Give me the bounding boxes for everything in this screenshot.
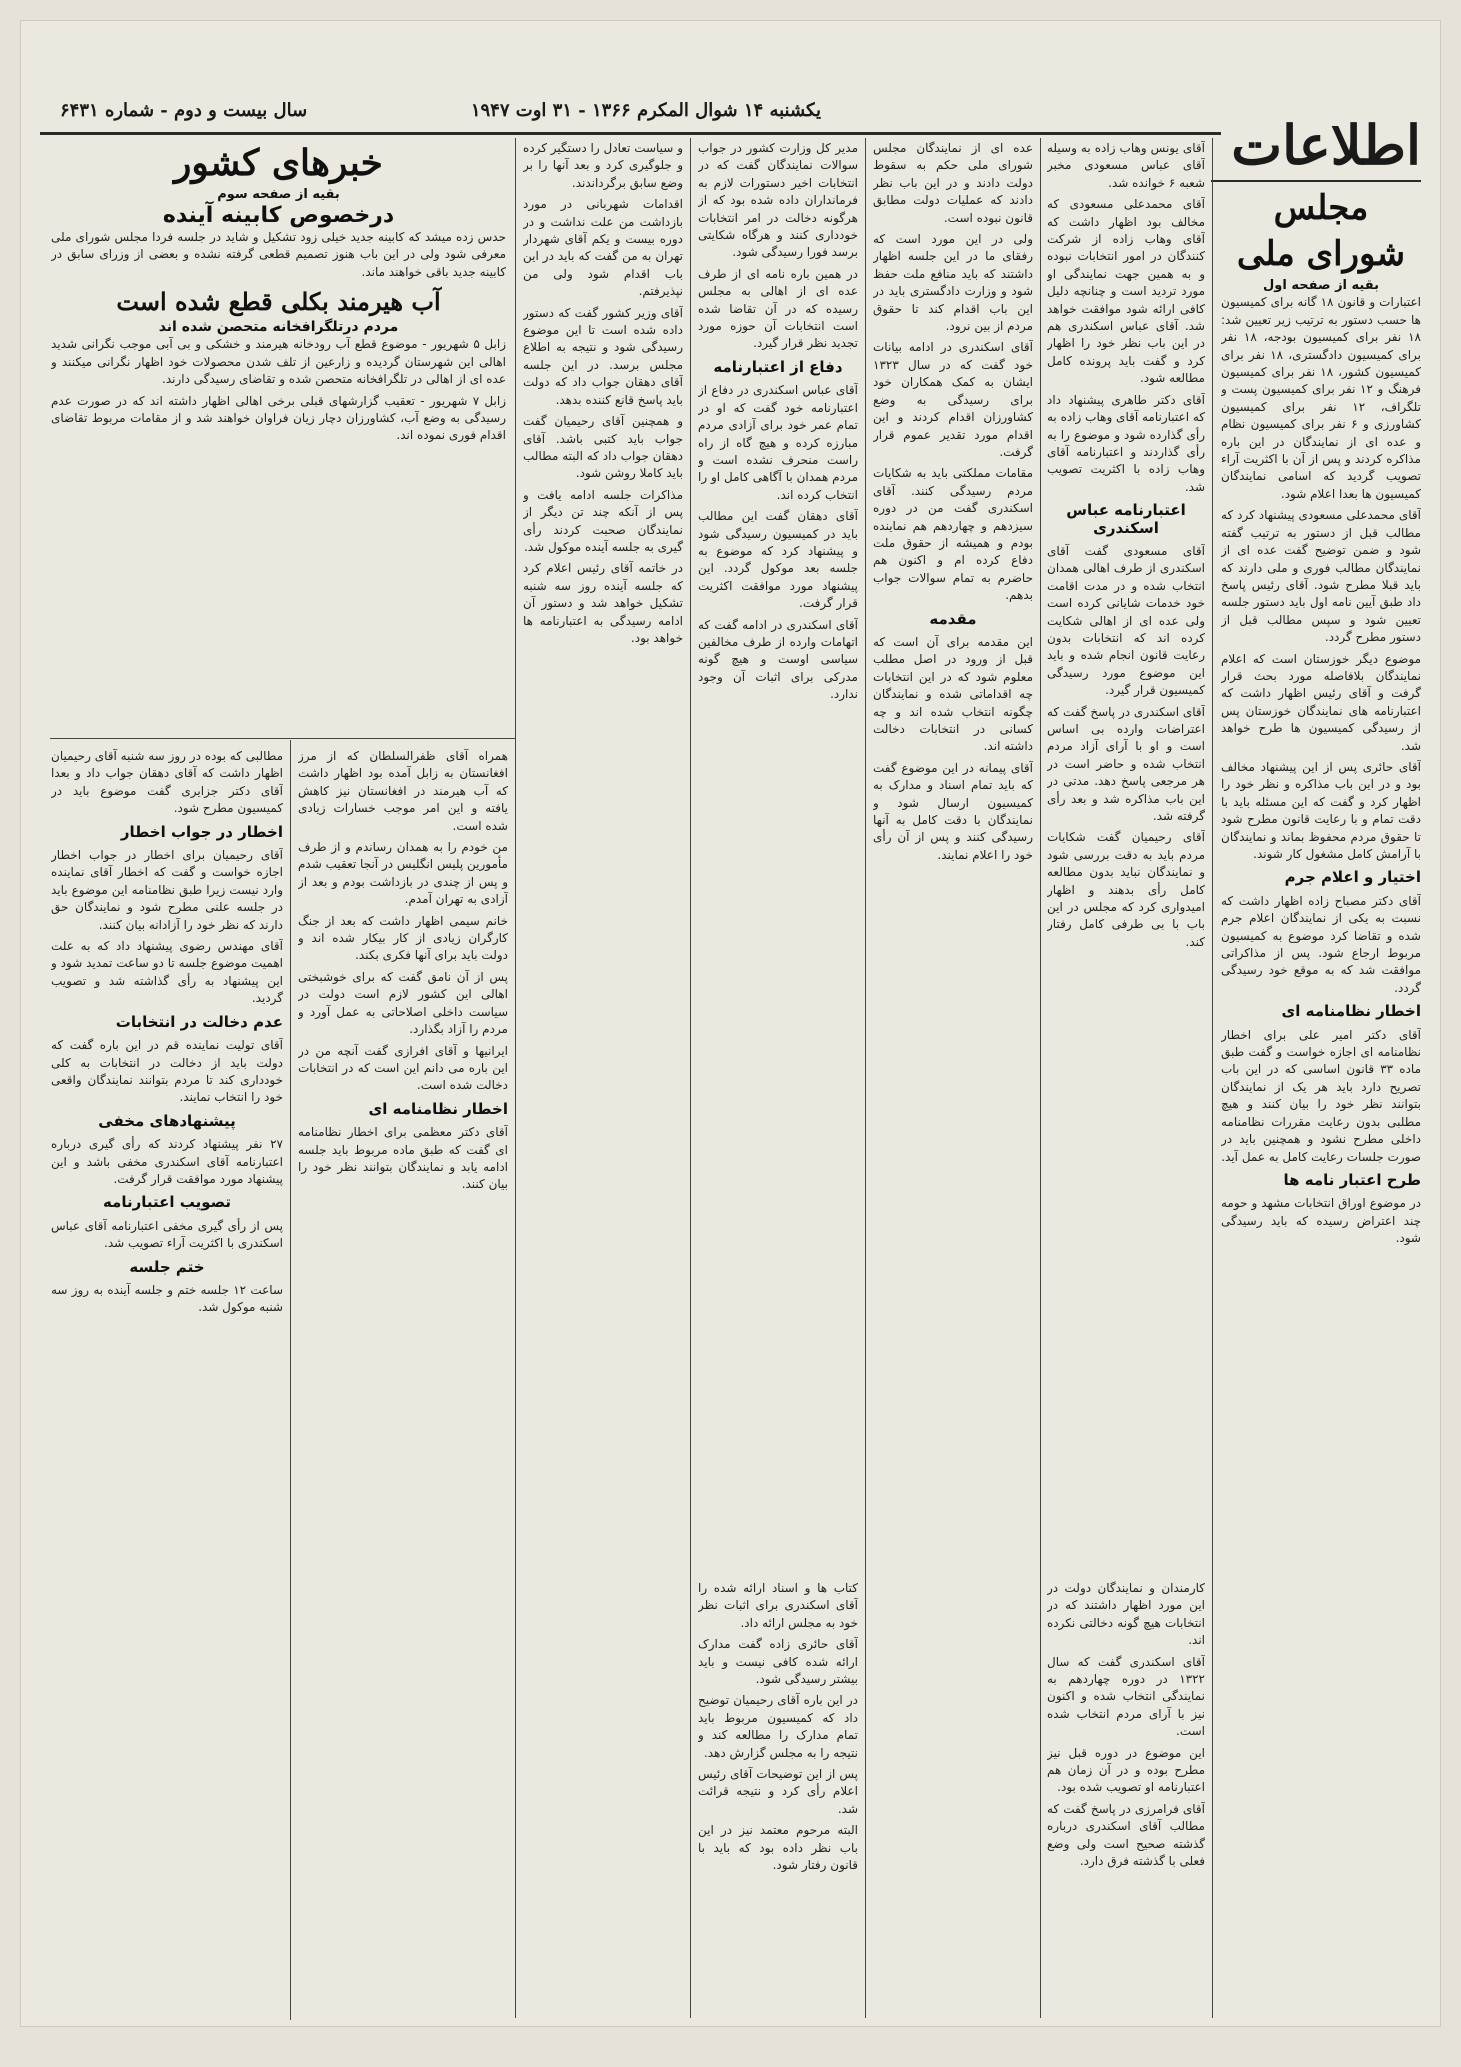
article-paragraph: و همچنین آقای رحیمیان گفت جواب باید کتبی باشد. آقای دهقان جواب داد که البته مطالب باید کاملا روشن شود.: [523, 414, 683, 481]
article-paragraph: این مقدمه برای آن است که قبل از ورود در اصل مطلب معلوم شود که در این انتخابات چه اقداماتی شده و نمایندگان چگونه انتخاب شده اند و چه کسانی در انتخابات دخالت داشته اند.: [873, 634, 1033, 754]
column-10: [698, 1580, 858, 2010]
section-heading: پیشنهادهای مخفی: [98, 1111, 236, 1130]
article-paragraph: و سیاست تعادل را دستگیر کرده و جلوگیری کرد و بعد آنها را بر وضع سابق برگرداندند.: [523, 141, 683, 190]
section-heading: عدم دخالت در انتخابات: [115, 1012, 283, 1031]
column-divider: [290, 740, 291, 2020]
article-paragraph: آقای مسعودی گفت آقای اسکندری از طرف اهالی همدان انتخاب شده و در مدت اقامت خود خدمات شایانی کرده است ولی عده ای از اهالی شکایت کرده اند که انتخابات بدون رعایت قانون انجام شده و باید این موضوع مورد رسیدگی کمیسیون قرار گیرد.: [1047, 543, 1205, 698]
article-paragraph: موضوع دیگر خوزستان است که اعلام نمایندگان بلافاصله مورد بحث قرار گرفت و آقای رئیس اظهار داشت که اعتبارنامه های نمایندگان خوزستان پس از رسیدگی کمیسیون ها طرح خواهد شد.: [1221, 651, 1421, 753]
column-8: [298, 748, 508, 2013]
article-paragraph: آقای مهندس رضوی پیشنهاد داد که به علت اهمیت موضوع جلسه تا دو ساعت تمدید شود و این پیشنهاد به رأی گذاشته شد و تصویب گردید.: [51, 939, 283, 1006]
article-paragraph: من خودم را به همدان رساندم و از طرف مأمورین پلیس انگلیس در آنجا تعقیب شدم و پس از چندی در بازداشت بودم و بعد از آزادی به تهران آمدم.: [298, 840, 508, 907]
article-paragraph: مطالبی که بوده در روز سه شنبه آقای رحیمیان اظهار داشت که آقای دهقان جواب داد و بعدا آقای دکتر جزایری گفت موضوع باید در کمیسیون مطرح شود.: [51, 749, 283, 816]
article-paragraph: آقای اسکندری در ادامه بیانات خود گفت که در سال ۱۳۲۳ ایشان به کمک همکاران خود برای رسیدگی به وضع کشاورزان اقدام کردند و این اقدام مورد تقدیر عموم قرار گرفت.: [873, 340, 1033, 459]
article-paragraph: پس از این توضیحات آقای رئیس اعلام رأی کرد و نتیجه قرائت شد.: [698, 1767, 858, 1816]
news-headline-2: آب هیرمند بکلی قطع شده است: [116, 287, 441, 317]
article-paragraph: آقای حائری زاده گفت مدارک ارائه شده کافی نیست و باید بیشتر رسیدگی شود.: [698, 1637, 858, 1687]
column-divider: [1212, 138, 1213, 2018]
article-paragraph: این موضوع در دوره قبل نیز مطرح بوده و در آن زمان هم اعتبارنامه او تصویب شده بود.: [1047, 1745, 1205, 1795]
article-paragraph: خانم سیمی اظهار داشت که بعد از جنگ کارگران زیادی از کار بیکار شده اند و دولت باید برای آنها فکری بکند.: [298, 913, 508, 963]
article-paragraph: پس از آن نامق گفت که برای خوشبختی اهالی این کشور لازم است دولت در سیاست داخلی اصلاحاتی به عمل آورد و مردم را آزاد بگذارد.: [298, 969, 508, 1037]
article-paragraph: پس از رأی گیری مخفی اعتبارنامه آقای عباس اسکندری با اکثریت آراء تصویب شد.: [51, 1218, 283, 1251]
news-subline: بقیه از صفحه سوم: [217, 187, 340, 202]
article-paragraph: آقای رحیمیان گفت شکایات مردم باید به دقت بررسی شود و نمایندگان نباید بدون مطالعه کامل رأی بدهند و اظهار امیدواری کرد که مجلس در این باب با بی طرفی کامل رفتار کند.: [1047, 830, 1205, 949]
article-headline: مجلس شورای ملی: [1236, 188, 1406, 274]
article-paragraph: در این باره آقای رحیمیان توضیح داد که کمیسیون مربوط باید تمام مدارک را مطالعه کند و نتیجه را به مجلس گزارش دهد.: [698, 1693, 858, 1760]
article-paragraph: آقای تولیت نماینده قم در این باره گفت که دولت باید از دخالت در انتخابات به کلی خودداری کند تا مردم بتوانند نمایندگان واقعی خود را انتخاب نمایند.: [51, 1038, 283, 1105]
section-heading: ختم جلسه: [129, 1257, 205, 1276]
section-heading: دفاع از اعتبارنامه: [713, 357, 843, 376]
article-paragraph: کارمندان و نمایندگان دولت در این مورد اظهار داشتند که در انتخابات هیچ گونه دخالتی نکرده اند.: [1047, 1581, 1205, 1648]
page-header: [60, 90, 1381, 130]
article-paragraph: حدس زده میشد که کابینه جدید خیلی زود تشکیل و شاید در جلسه فردا مجلس شورای ملی معرفی شود ولی در این باب هنوز تصمیم قطعی گرفته نشده و بعضی از وزرای سابق در کابینه جدید باقی خواهند ماند.: [51, 229, 506, 279]
news-subheading: درخصوص کابینه آینده: [162, 203, 395, 229]
article-paragraph: آقای فرامرزی در پاسخ گفت که مطالب آقای اسکندری درباره گذشته صحیح است ولی وضع فعلی با گذشته فرق دارد.: [1047, 1801, 1205, 1869]
article-paragraph: زابل ۵ شهریور - موضوع قطع آب رودخانه هیرمند و خشکی و بی آبی موجب نگرانی شدید اهالی این شهرستان گردیده و زارعین از تلف شدن محصولات خود اظهار نگرانی میکنند و عده ای از اهالی در تلگرافخانه متحصن شده و تقاضای رسیدگی دارند.: [51, 337, 506, 387]
article-paragraph: آقای دکتر امیر علی برای اخطار نظامنامه ای اجازه خواست و گفت طبق ماده ۳۳ قانون اساسی که در این باب تصریح دارد باید هر یک از نمایندگان بتوانند نظر خود را بیان کنند و هیچ مطلبی بدون رعایت مقررات نظامنامه داخلی مطرح نشود و همچنین باید در صورت جلسات رعایت کامل به عمل آید.: [1221, 1027, 1421, 1164]
section-heading: اخطار نظامنامه ای: [368, 1099, 508, 1118]
column-divider: [690, 138, 691, 2018]
article-paragraph: آقای اسکندری در ادامه گفت که اتهامات وارده از طرف مخالفین سیاسی اوست و هیچ گونه مدرکی برای اثبات آن وجود ندارد.: [698, 617, 858, 702]
issue-date: یکشنبه ۱۴ شوال المکرم ۱۳۶۶ - ۳۱ اوت ۱۹۴۷: [470, 99, 821, 121]
article-paragraph: مدیر کل وزارت کشور در جواب سوالات نمایندگان گفت که در انتخابات اخیر دستورات لازم به فرمانداران داده شده بود که از هرگونه دخالت در امر انتخابات خودداری کنند و هرگاه شکایتی برسد فورا رسیدگی شود.: [698, 141, 858, 260]
issue-number: سال بیست و دوم - شماره ۶۴۳۱: [60, 99, 308, 121]
article-paragraph: آقای اسکندری در پاسخ گفت که اعتراضات وارده بی اساس است و او با آرای آزاد مردم انتخاب شده و حاضر است در هر مرجعی پاسخ دهد. مدتی در این باب مذاکره شد و بعد رأی گرفته شد.: [1047, 704, 1205, 824]
article-paragraph: در موضوع اوراق انتخابات مشهد و حومه چند اعتراض رسیده که باید رسیدگی شود.: [1221, 1196, 1421, 1246]
section-heading: تصویب اعتبارنامه: [102, 1193, 232, 1212]
section-heading: اعتبارنامه عباس اسکندری: [1066, 501, 1186, 537]
section-heading: اخطار در جواب اخطار: [120, 822, 283, 841]
article-paragraph: زابل ۷ شهریور - تعقیب گزارشهای قبلی برخی اهالی اظهار داشته اند که در صورت عدم رسیدگی به وضع آب، کشاورزان دچار زیان فراوان خواهند شد و از مقامات مربوط تقاضای اقدام فوری نموده اند.: [51, 393, 506, 443]
column-3: [873, 140, 1033, 2015]
article-paragraph: آقای وزیر کشور گفت که دستور داده شده است تا این موضوع رسیدگی شود و نتیجه به اطلاع مجلس برسد. در این جلسه آقای دهقان جواب داد که دولت باید پاسخ قانع کننده بدهد.: [523, 305, 683, 407]
article-paragraph: آقای دکتر معظمی برای اخطار نظامنامه ای گفت که طبق ماده مربوط باید جلسه ادامه یابد و نمایندگان بتوانند نظر خود را بیان کنند.: [298, 1125, 508, 1192]
article-paragraph: آقای حائری پس از این پیشنهاد مخالف بود و در این باب مذاکره و نظر خود را اظهار کرد و گفت که این مسئله باید با دقت تمام و با رعایت قانون مطرح شود تا حقوق مردم محفوظ بماند و نمایندگان با آرامش کامل مشغول کار شوند.: [1221, 759, 1421, 861]
column-divider: [1040, 138, 1041, 2018]
article-paragraph: مقامات مملکتی باید به شکایات مردم رسیدگی کنند. آقای اسکندری گفت من در دوره سیزدهم و چهاردهم هم نماینده بودم و همیشه از حقوق ملت دفاع کرده ام و اکنون هم حاضرم به تمام سوالات جواب بدهم.: [873, 466, 1033, 603]
article-paragraph: اعتبارات و قانون ۱۸ گانه برای کمیسیون ها حسب دستور به ترتیب زیر تعیین شد: ۱۸ نفر برای کمیسیون بودجه، ۱۸ نفر برای کمیسیون دادگستری، ۱۸ نفر برای کمیسیون کشور، ۱۸ نفر برای کمیسیون فرهنگ و ۱۲ نفر برای کمیسیون پست و تلگراف، ۱۲ نفر برای کمیسیون کشاورزی و ۶ نفر برای کمیسیون نظام و عده ای از نمایندگان در این باره مذاکره کردند و پس از آن با اکثریت آراء تصویب گردید که اسامی نمایندگان کمیسیون ها بعدا اعلام شود.: [1221, 295, 1421, 501]
column-5: [523, 140, 683, 2015]
column-1: [1221, 185, 1421, 2015]
article-paragraph: همراه آقای ظفرالسلطان که از مرز افغانستان به زابل آمده بود اظهار داشت که آب هیرمند در افغانستان نیز کاهش یافته و این امر موجب خسارات زیادی شده است.: [298, 749, 508, 833]
column-6: [51, 140, 506, 732]
article-paragraph: ۲۷ نفر پیشنهاد کردند که رأی گیری درباره اعتبارنامه آقای اسکندری مخفی باشد و این پیشنهاد مورد موافقت قرار گرفت.: [51, 1137, 283, 1186]
column-7: [51, 748, 283, 2013]
article-paragraph: آقای محمدعلی مسعودی پیشنهاد کرد که مطالب قبل از دستور به ترتیب گفته شود و ضمن توضیح گفت عده ای از نمایندگان مطالب فوری و ملی دارند که باید قبلا مطرح شود. آقای رئیس پاسخ داد طبق آیین نامه اول باید دستور جلسه تعیین شود و سپس مطالب قبل از دستور مطرح گردد.: [1221, 508, 1421, 645]
article-paragraph: البته مرحوم معتمد نیز در این باب نظر داده بود که باید با قانون رفتار شود.: [698, 1823, 858, 1873]
article-subline: بقیه از صفحه اول: [1263, 278, 1379, 293]
article-paragraph: عده ای از نمایندگان مجلس شورای ملی حکم به سقوط دولت دادند و در این باب نظر دادند که عملیات دولت مطابق قانون نبوده است.: [873, 141, 1033, 225]
section-heading: اختیار و اعلام جرم: [1284, 868, 1421, 887]
column-11: [1047, 1580, 1205, 2010]
article-paragraph: آقای اسکندری گفت که سال ۱۳۲۲ در دوره چهاردهم به نمایندگی انتخاب شده و اکنون نیز با آرای مردم انتخاب شده است.: [1047, 1654, 1205, 1739]
article-paragraph: ایرانیها و آقای افرازی گفت آنچه من در این باره می دانم این است که در انتخابات دخالت شده است.: [298, 1043, 508, 1093]
section-heading: مقدمه: [929, 609, 977, 628]
article-paragraph: مذاکرات جلسه ادامه یافت و پس از آنکه چند تن دیگر از نمایندگان صحبت کردند رأی گیری به جلسه آینده موکول شد.: [523, 487, 683, 554]
article-paragraph: در همین باره نامه ای از طرف عده ای از اهالی به مجلس رسیده که در آن تقاضا شده است انتخابات آن حوزه مورد تجدید نظر قرار گیرد.: [698, 266, 858, 351]
article-paragraph: اقدامات شهربانی در مورد بازداشت من علت نداشت و در دوره بیست و یکم آقای شهردار تهران به من گفت که باید در این باب اقدام شود ولی من نپذیرفتم.: [523, 197, 683, 299]
header-rule-right: [1211, 180, 1421, 182]
article-paragraph: در خاتمه آقای رئیس اعلام کرد که جلسه آینده روز سه شنبه تشکیل خواهد شد و دستور آن ادامه رسیدگی به اعتبارنامه ها خواهد بود.: [523, 561, 683, 645]
masthead-logo: اطلاعات: [1231, 113, 1421, 177]
article-paragraph: کتاب ها و اسناد ارائه شده را آقای اسکندری برای اثبات نظر خود به مجلس ارائه داد.: [698, 1581, 858, 1630]
article-paragraph: آقای یونس وهاب زاده به وسیله آقای عباس مسعودی مخبر شعبه ۶ خوانده شد.: [1047, 141, 1205, 190]
section-divider: [50, 738, 516, 739]
article-paragraph: آقای محمدعلی مسعودی که مخالف بود اظهار داشت که آقای وهاب زاده از شرکت کنندگان در امور انتخابات نبوده و به همین جهت نمایندگی او مورد تردید است و چنانچه دلیل کافی ارائه شود موافقت خواهد شد. آقای عباس اسکندری هم در این باب نظر خود را اظهار کرد و گفت باید پرونده کامل مطالعه شود.: [1047, 197, 1205, 386]
news-headline: خبرهای کشور: [174, 142, 383, 184]
news-subheading: مردم درتلگرافخانه متحصن شده اند: [158, 319, 399, 336]
article-paragraph: آقای دکتر مصباح زاده اظهار داشت که نسبت به یکی از نمایندگان اعلام جرم شده و تقاضا کرد موضوع به کمیسیون مربوط ارجاع شود. پس از مذاکراتی موافقت شد که به موقع خود رسیدگی گردد.: [1221, 893, 1421, 995]
newspaper-page: [20, 20, 1441, 2027]
article-paragraph: آقای پیمانه در این موضوع گفت که باید تمام اسناد و مدارک به کمیسیون ارسال شود و نمایندگان با دقت کامل به آنها رسیدگی کنند و پس از آن رأی خود را اعلام نمایند.: [873, 760, 1033, 862]
article-paragraph: ساعت ۱۲ جلسه ختم و جلسه آینده به روز سه شنبه موکول شد.: [51, 1282, 283, 1315]
article-paragraph: آقای دهقان گفت این مطالب باید در کمیسیون رسیدگی شود و پیشنهاد کرد که موضوع به جلسه بعد موکول گردد. این پیشنهاد مورد موافقت اکثریت قرار گرفت.: [698, 509, 858, 611]
section-heading: اخطار نظامنامه ای: [1281, 1002, 1421, 1021]
column-divider: [515, 138, 516, 2018]
article-paragraph: ولی در این مورد است که رفقای ما در این جلسه اظهار داشتند که باید منافع ملت حفظ شود و وزارت دادگستری باید در این باب اقدام کند تا حقوق مردم از بین نرود.: [873, 232, 1033, 334]
article-paragraph: آقای دکتر طاهری پیشنهاد داد که اعتبارنامه آقای وهاب زاده به رأی گذارده شود و موضوع را به رأی گذاردند و اعتبارنامه آقای وهاب زاده با اکثریت تصویب شد.: [1047, 392, 1205, 494]
column-divider: [865, 138, 866, 2018]
article-paragraph: آقای رحیمیان برای اخطار در جواب اخطار اجازه خواست و گفت که اخطار آقای نماینده وارد نیست زیرا طبق نظامنامه این موضوع باید در جلسه علنی مطرح شود و نمایندگان حق دارند که نظر خود را آزادانه بیان کنند.: [51, 848, 283, 932]
section-heading: طرح اعتبار نامه ها: [1283, 1170, 1421, 1189]
article-paragraph: آقای عباس اسکندری در دفاع از اعتبارنامه خود گفت که او در تمام عمر خود برای آزادی مردم مبارزه کرده و هیچ گاه از راه راست منحرف نشده است و مردم همدان با آگاهی کامل او را انتخاب کرده اند.: [698, 383, 858, 502]
header-rule: [40, 132, 1221, 135]
